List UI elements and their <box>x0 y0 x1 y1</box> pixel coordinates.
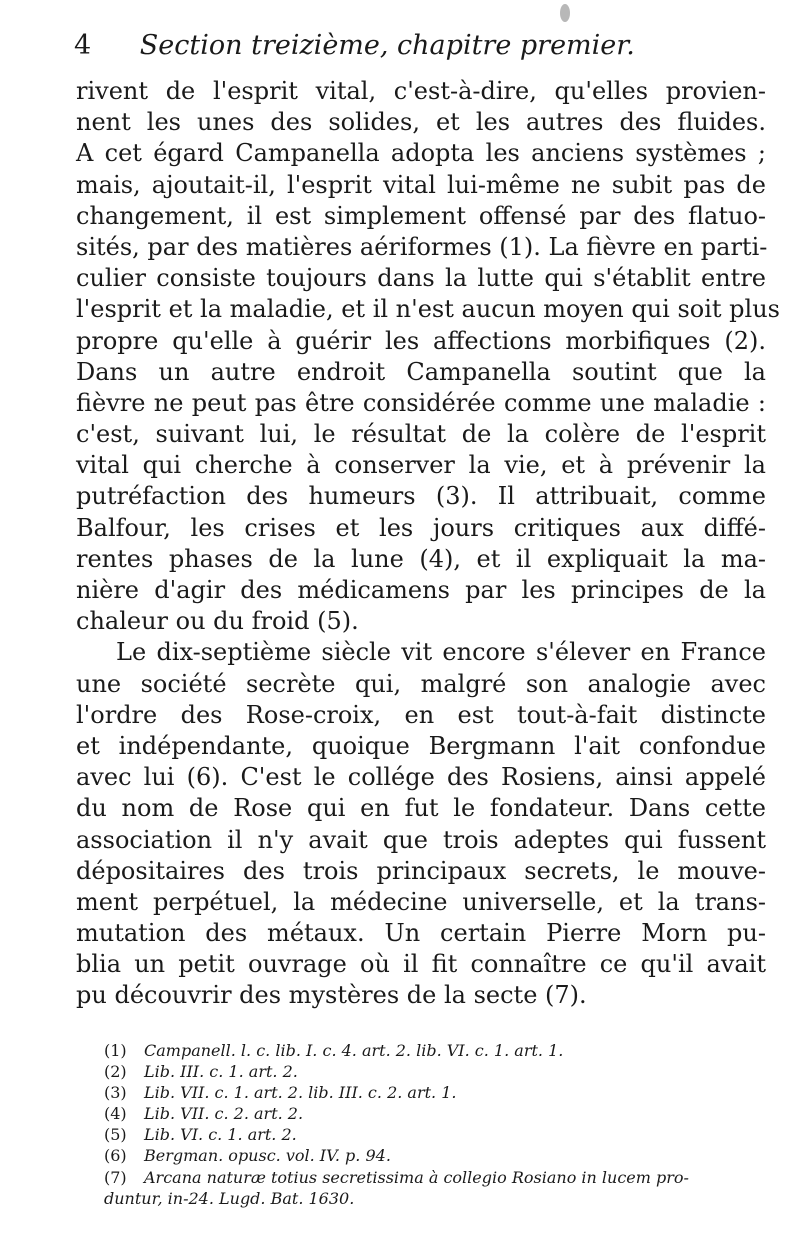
text-line: dépositaires des trois principaux secrets, le mouve- <box>76 856 766 885</box>
footnote-text: Lib. VII. c. 2. art. 2. <box>144 1104 304 1124</box>
footnote-number: (1) <box>104 1041 127 1060</box>
text-line: pu découvrir des mystères de la secte (7). <box>76 981 587 1010</box>
footnotes <box>104 1040 774 1209</box>
footnote <box>104 1082 774 1103</box>
text-line: changement, il est simplement offensé par des flatuo- <box>76 201 766 230</box>
footnote-number: (4) <box>104 1104 127 1124</box>
text-line: fièvre ne peut pas être considérée comme une maladie : <box>76 388 766 417</box>
text-line: ment perpétuel, la médecine universelle, et la trans- <box>76 887 766 916</box>
text-line: l'esprit et la maladie, et il n'est aucun moyen qui soit plus <box>76 295 780 324</box>
footnote-text: Lib. III. c. 1. art. 2. <box>144 1062 298 1082</box>
text-line: propre qu'elle à guérir les affections morbifiques (2). <box>76 326 766 355</box>
text-line: rentes phases de la lune (4), et il expliquait la ma- <box>76 544 766 573</box>
text-line: mutation des métaux. Un certain Pierre Morn pu- <box>76 919 766 948</box>
footnote-number: (7) <box>104 1167 127 1187</box>
footnote <box>104 1167 774 1188</box>
text-line: avec lui (6). C'est le collége des Rosiens, ainsi appelé <box>76 763 766 792</box>
footnote-number: (2) <box>104 1062 127 1082</box>
text-line: Dans un autre endroit Campanella soutint que la <box>76 357 766 386</box>
text-line: putréfaction des humeurs (3). Il attribuait, comme <box>76 482 766 511</box>
text-line: Le dix-septième siècle vit encore s'élever en France <box>116 638 766 667</box>
footnote-number: (5) <box>104 1125 127 1145</box>
footnote <box>104 1103 774 1124</box>
footnote-continuation: duntur, in-24. Lugd. Bat. 1630. <box>104 1188 355 1208</box>
text-line: A cet égard Campanella adopta les anciens systèmes ; <box>76 139 766 168</box>
text-line: rivent de l'esprit vital, c'est-à-dire, qu'elles provien- <box>76 77 766 105</box>
footnote-number: (3) <box>104 1083 127 1103</box>
running-title: Section treizième, chapitre premier. <box>139 30 635 61</box>
footnote <box>104 1061 774 1082</box>
footnote <box>104 1040 774 1061</box>
ink-smudge <box>560 4 570 22</box>
text-line: Balfour, les crises et les jours critiques aux diffé- <box>76 513 766 542</box>
text-line: et indépendante, quoique Bergmann l'ait confondue <box>76 731 766 760</box>
text-line: nent les unes des solides, et les autres des fluides. <box>76 108 766 137</box>
text-line: nière d'agir des médicamens par les principes de la <box>76 576 766 604</box>
main-text <box>76 76 780 1012</box>
text-line: blia un petit ouvrage où il fit connaître ce qu'il avait <box>76 950 766 979</box>
text-line: du nom de Rose qui en fut le fondateur. Dans cette <box>76 794 766 823</box>
text-line: chaleur ou du froid (5). <box>76 607 359 636</box>
footnote <box>104 1145 774 1166</box>
text-line: sités, par des matières aériformes (1). La fièvre en parti- <box>76 232 768 261</box>
text-line: association il n'y avait que trois adeptes qui fussent <box>76 825 766 854</box>
text-line: vital qui cherche à conserver la vie, et à prévenir la <box>76 451 766 480</box>
text-line: une société secrète qui, malgré son analogie avec <box>76 669 766 698</box>
text-line: c'est, suivant lui, le résultat de la colère de l'esprit <box>76 420 766 449</box>
footnote-text: Lib. VII. c. 1. art. 2. lib. III. c. 2. art. 1. <box>144 1083 457 1103</box>
footnote <box>104 1124 774 1145</box>
footnote-text: Arcana naturæ totius secretissima à collegio Rosiano in lucem pro- <box>144 1167 689 1187</box>
footnote-text: Bergman. opusc. vol. IV. p. 94. <box>144 1146 391 1166</box>
footnote-number: (6) <box>104 1146 127 1166</box>
footnote-text: Lib. VI. c. 1. art. 2. <box>144 1125 297 1145</box>
page-number: 4 <box>74 30 92 61</box>
running-header <box>74 30 774 70</box>
text-line: mais, ajoutait-il, l'esprit vital lui-même ne subit pas de <box>76 170 766 199</box>
footnote-text: Campanell. l. c. lib. I. c. 4. art. 2. lib. VI. c. 1. art. 1. <box>144 1041 564 1060</box>
text-line: l'ordre des Rose-croix, en est tout-à-fait distincte <box>76 700 766 729</box>
text-line: culier consiste toujours dans la lutte qui s'établit entre <box>76 264 766 293</box>
